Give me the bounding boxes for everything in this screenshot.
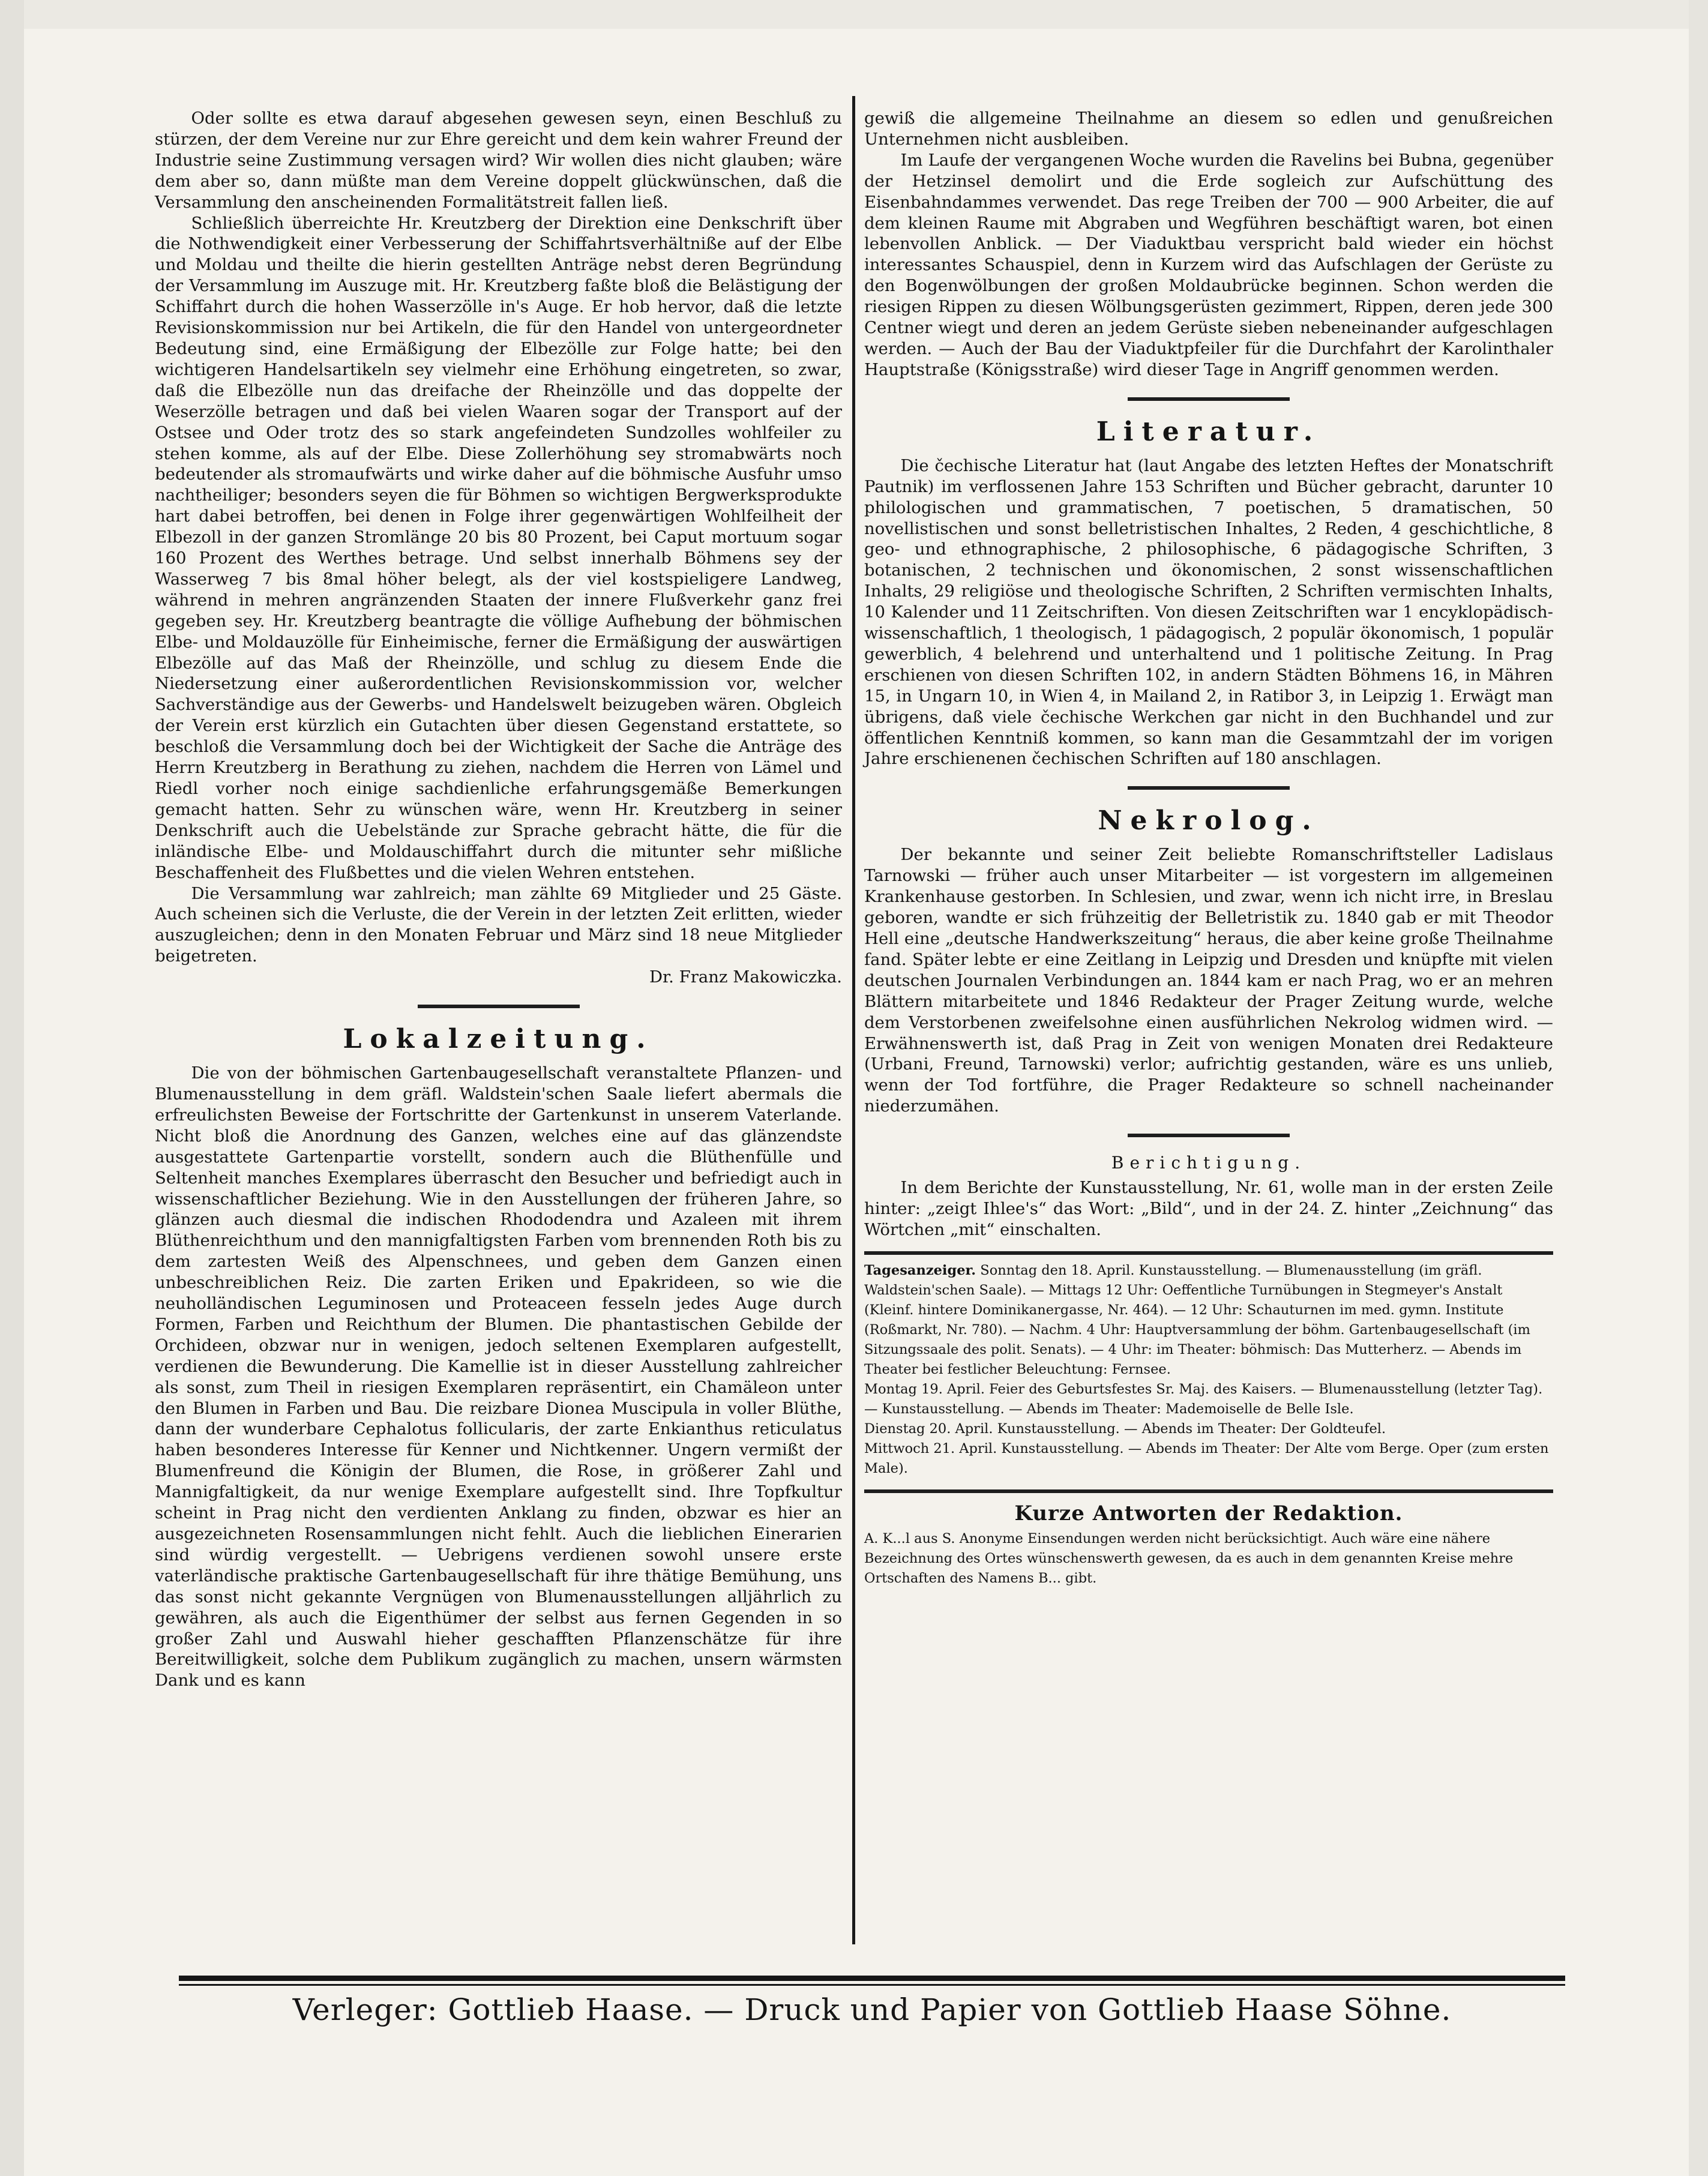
article-paragraph: Der bekannte und seiner Zeit beliebte Romanschriftsteller Ladislaus Tarnowski — früher auch unser Mitarbeiter — ist vorgestern im allgemeinen Krankenhause gestorben. In Schlesien, und zwar, wenn ich nicht irre, in Breslau geboren, wandte er sich frühzeitig der Belletristik zu. 1840 gab er mit Theodor Hell eine „deutsche Handwerkszeitung“ heraus, die aber keine große Theilnahme fand. Später lebte er eine Zeitlang in Leipzig und Dresden und knüpfte mit vielen deutschen Journalen Verbindungen an. 1844 kam er nach Prag, wo er an mehren Blättern mitarbeitete und 1846 Redakteur der Prager Zeitung wurde, welche dem Verstorbenen zweifelsohne einen ausführlichen Nekrolog widmen wird. — Erwähnenswerth ist, daß Prag in Zeit von wenigen Monaten drei Redakteure (Urbani, Freund, Tarnowski) verlor; aufrichtig gestanden, wäre es uns unlieb, wenn der Tod fortführe, die Prager Redakteure so schnell nacheinander niederzumähen.	[864, 845, 1553, 1116]
antworten-text: A. K...l aus S. Anonyme Einsendungen werden nicht berücksichtigt. Auch wäre eine nähere Bezeichnung des Ortes wünschenswerth gewesen, da es auch in dem genannten Kreise mehre Ortschaften des Namens B... gibt.	[864, 1530, 1514, 1586]
article-paragraph: Die von der böhmischen Gartenbaugesellschaft veranstaltete Pflanzen- und Blumenausstellung in dem gräfl. Waldstein'schen Saale liefert abermals die erfreulichsten Beweise der Fortschritte der Gartenkunst in unserem Vaterlande. Nicht bloß die Anordnung des Ganzen, welches eine auf das glänzendste ausgestattete Gartenpartie vorstellt, sondern auch die Blüthenfülle und Seltenheit manches Exemplares überrascht den Besucher und befriedigt auch in wissenschaftlicher Beziehung. Wie in den Ausstellungen der früheren Jahre, so glänzen auch diesmal die indischen Rhododendra und Azaleen mit ihrem Blüthenreichthum und den mannigfaltigsten Farben vom brennenden Roth bis zu dem zartesten Weiß des Alpenschnees, und geben dem Ganzen einen unbeschreiblichen Reiz. Die zarten Eriken und Epakrideen, so wie die neuholländischen Leguminosen und Proteaceen fesseln jedes Auge durch Formen, Farben und Reichthum der Blumen. Die phantastischen Gebilde der Orchideen, obzwar nur in wenigen, jedoch seltenen Exemplaren aufgestellt, verdienen die Bewunderung. Die Kamellie ist in dieser Ausstellung zahlreicher als sonst, zum Theil in riesigen Exemplaren repräsentirt, ein Chamäleon unter den Blumen in Farben und Bau. Die reizbare Dionea Muscipula in voller Blüthe, dann der wunderbare Cephalotus follicularis, der zarte Enkianthus reticulatus haben besonderes Interesse für Kenner und Nichtkenner. Ungern vermißt der Blumenfreund die Königin der Blumen, die Rose, in größerer Zahl und Mannigfaltigkeit, da nur wenige Exemplare aufgestellt sind. Ihre Topfkultur scheint in Prag nicht den verdienten Anklang zu finden, obzwar es hier an ausgezeichneten Rosensammlungen nicht fehlt. Auch die lieblichen Einerarien sind würdig vergestellt. — Uebrigens verdienen sowohl unsere erste vaterländische praktische Gartenbaugesellschaft für ihre thätige Bemühung, uns das sonst nicht gekannte Vergnügen von Blumenausstellungen alljährlich zu gewähren, als auch die Eigenthümer der selbst aus fernen Gegenden in so großer Zahl und Auswahl hieher geschafften Pflanzenschätze für ihre Bereitwilligkeit, solche dem Publikum zugänglich zu machen, unsern wärmsten Dank und es kann	[155, 1063, 842, 1691]
article-paragraph: Schließlich überreichte Hr. Kreutzberg der Direktion eine Denkschrift über die Nothwendigkeit einer Verbesserung der Schiffahrtsverhältniße auf der Elbe und Moldau und theilte die hierin gestellten Anträge nebst deren Begründung der Versammlung im Auszuge mit. Hr. Kreutzberg faßte bloß die Belästigung der Schiffahrt durch die hohen Wasserzölle in's Auge. Er hob hervor, daß die letzte Revisionskommission nur bei Artikeln, die für den Handel von untergeordneter Bedeutung sind, eine Ermäßigung der Elbezölle zur Folge hatte; bei den wichtigeren Handelsartikeln sey vielmehr eine Erhöhung eingetreten, so zwar, daß die Elbezölle nun das dreifache der Rheinzölle und das doppelte der Weserzölle betragen und daß bei vielen Waaren sogar der Transport auf der Ostsee und Oder trotz des so stark angefeindeten Sundzolles wohlfeiler zu stehen komme, als auf der Elbe. Diese Zollerhöhung sey stromabwärts noch bedeutender als stromaufwärts und wirke daher auf die böhmische Ausfuhr umso nachtheiliger; besonders seyen die für Böhmen so wichtigen Bergwerksprodukte hart dabei betroffen, bei denen in Folge ihrer gegenwärtigen Wohlfeilheit der Elbezoll in der ganzen Stromlänge 20 bis 80 Prozent, bei Caput mortuum sogar 160 Prozent des Werthes betrage. Und selbst innerhalb Böhmens sey der Wasserweg 7 bis 8mal höher belegt, als der viel kostspieligere Landweg, während in mehren angränzenden Staaten der innere Flußverkehr ganz frei gegeben sey. Hr. Kreutzberg beantragte die völlige Aufhebung der böhmischen Elbe- und Moldauzölle für Einheimische, ferner die Ermäßigung der auswärtigen Elbezölle auf das Maß der Rheinzölle, und schlug zu diesem Ende die Niedersetzung einer außerordentlichen Revisionskommission vor, welcher Sachverständige aus der Gewerbs- und Handelswelt beizugeben wären. Obgleich der Verein erst kürzlich ein Gutachten über diesen Gegenstand erstattete, so beschloß die Versammlung doch bei der Wichtigkeit der Sache die Anträge des Herrn Kreutzberg in Berathung zu ziehen, nachdem die Herren von Lämel und Riedl vorher noch einige sachdienliche erfahrungsgemäße Bemerkungen gemacht hatten. Sehr zu wünschen wäre, wenn Hr. Kreutzberg in seiner Denkschrift auch die Uebelstände zur Sprache gebracht hätte, die für die inländische Elbe- und Moldauschiffahrt durch die mitunter sehr mißliche Beschaffenheit des Flußbettes und die vielen Wehren entstehen.	[155, 213, 842, 882]
column-divider	[852, 96, 855, 1944]
article-paragraph: gewiß die allgemeine Theilnahme an diesem so edlen und genußreichen Unternehmen nicht ausbleiben.	[864, 109, 1553, 149]
footer-rule-thin	[179, 1984, 1565, 1986]
tagesanzeiger-entry: Montag 19. April. Feier des Geburtsfestes Sr. Maj. des Kaisers. — Blumenausstellung (letzter Tag). — Kunstausstellung. — Abends im Theater: Mademoiselle de Belle Isle.	[864, 1381, 1543, 1417]
section-divider	[864, 1489, 1553, 1493]
section-heading-literatur: Literatur.	[1096, 416, 1322, 447]
section-divider	[1128, 1134, 1290, 1137]
author-signature: Dr. Franz Makowiczka.	[649, 967, 842, 987]
section-heading-nekrolog: Nekrolog.	[1098, 805, 1320, 837]
tagesanzeiger-entry: Mittwoch 21. April. Kunstausstellung. — Abends im Theater: Der Alte vom Berge. Oper (zum ersten Male).	[864, 1440, 1549, 1476]
section-divider	[418, 1005, 580, 1008]
left-column	[155, 108, 842, 1691]
page-edge-left	[0, 0, 24, 2176]
section-heading-berichtigung: Berichtigung.	[1111, 1153, 1307, 1173]
tagesanzeiger-entry: Tagesanzeiger. Sonntag den 18. April. Kunstausstellung. — Blumenausstellung (im gräfl. Waldstein'schen Saale). — Mittags 12 Uhr: Oeffentliche Turnübungen in Stegmeyer's Anstalt (Kleinf. hintere Dominikanergasse, Nr. 464). — 12 Uhr: Schauturnen im med. gymn. Institute (Roßmarkt, Nr. 780). — Nachm. 4 Uhr: Hauptversammlung der böhm. Gartenbaugesellschaft (im Sitzungssaale des polit. Senats). — 4 Uhr: im Theater: böhmisch: Das Mutterherz. — Abends im Theater bei festlicher Beleuchtung: Fernsee.	[864, 1262, 1530, 1377]
article-paragraph: Die čechische Literatur hat (laut Angabe des letzten Heftes der Monatschrift Pautnik) im verflossenen Jahre 153 Schriften und Bücher gebracht, darunter 10 philologischen und grammatischen, 7 poetischen, 5 dramatischen, 50 novellistischen und sonst belletristischen Inhaltes, 2 Reden, 4 geschichtliche, 8 geo- und ethnographische, 2 philosophische, 6 pädagogische Schriften, 3 botanischen, 2 technischen und ökonomischen, 2 sonst wissenschaftlichen Inhalts, 29 religiöse und theologische Schriften, 2 Schriften vermischten Inhalts, 10 Kalender und 11 Zeitschriften. Von diesen Zeitschriften war 1 encyklopädisch-wissenschaftlich, 1 theologisch, 1 pädagogisch, 2 populär ökonomisch, 1 populär gewerblich, 4 belehrend und unterhaltend und 1 politische Zeitung. In Prag erschienen von diesen Schriften 102, in andern Städten Böhmens 16, in Mähren 15, in Ungarn 10, in Wien 4, in Mailand 2, in Ratibor 3, in Leipzig 1. Erwägt man übrigens, daß viele čechische Werkchen gar nicht in den Buchhandel und zur öffentlichen Kenntniß kommen, so kann man die Gesammtzahl der im vorigen Jahre erschienenen čechischen Schriften auf 180 anschlagen.	[864, 455, 1553, 769]
imprint-line: Verleger: Gottlieb Haase. — Druck und Papier von Gottlieb Haase Söhne.	[292, 1992, 1452, 2027]
footer-rule	[179, 1976, 1565, 1981]
section-divider	[864, 1251, 1553, 1255]
article-paragraph: Oder sollte es etwa darauf abgesehen gewesen seyn, einen Beschluß zu stürzen, der dem Vereine nur zur Ehre gereicht und dem kein wahrer Freund der Industrie seine Zustimmung versagen wird? Wir wollen dies nicht glauben; wäre dem aber so, dann müßte man dem Vereine doppelt glückwünschen, daß die Versammlung den anscheinenden Formalitätstreit fallen ließ.	[155, 109, 842, 212]
article-paragraph: In dem Berichte der Kunstausstellung, Nr. 61, wolle man in der ersten Zeile hinter: „zeigt Ihlee's“ das Wort: „Bild“, und in der 24. Z. hinter „Zeichnung“ das Wörtchen „mit“ einschalten.	[864, 1178, 1553, 1239]
section-divider	[1128, 397, 1290, 401]
page-edge-right	[1689, 0, 1708, 2176]
tagesanzeiger-label: Tagesanzeiger.	[864, 1262, 976, 1278]
article-paragraph: Die Versammlung war zahlreich; man zählte 69 Mitglieder und 25 Gäste. Auch scheinen sich die Verluste, die der Verein in der letzten Zeit erlitten, wieder auszugleichen; denn in den Monaten Februar und März sind 18 neue Mitglieder beigetreten.	[155, 883, 842, 966]
right-column	[864, 108, 1553, 1588]
article-paragraph: Im Laufe der vergangenen Woche wurden die Ravelins bei Bubna, gegenüber der Hetzinsel demolirt und die Erde sogleich zur Aufschüttung des Eisenbahndammes verwendet. Das rege Treiben der 700 — 900 Arbeiter, die auf dem kleinen Raume mit Abgraben und Wegführen beschäftigt waren, bot einen lebenvollen Anblick. — Der Viaduktbau verspricht bald wieder ein höchst interessantes Schauspiel, denn in Kurzem wird das Aufschlagen der Gerüste zu den Bogenwölbungen der großen Moldaubrücke beginnen. Schon werden die riesigen Rippen zu diesen Wölbungsgerüsten gezimmert, Rippen, deren jede 300 Centner wiegt und deren an jedem Gerüste sieben nebeneinander aufgeschlagen werden. — Auch der Bau der Viaduktpfeiler für die Durchfahrt der Karolinthaler Hauptstraße (Königsstraße) wird dieser Tage in Angriff genommen werden.	[864, 150, 1553, 379]
tagesanzeiger-entry: Dienstag 20. April. Kunstausstellung. — Abends im Theater: Der Goldteufel.	[864, 1420, 1386, 1437]
section-divider	[1128, 786, 1290, 790]
section-heading-antworten: Kurze Antworten der Redaktion.	[1014, 1501, 1403, 1525]
page-edge-top	[0, 0, 1708, 29]
section-heading-lokalzeitung: Lokalzeitung.	[343, 1024, 654, 1055]
